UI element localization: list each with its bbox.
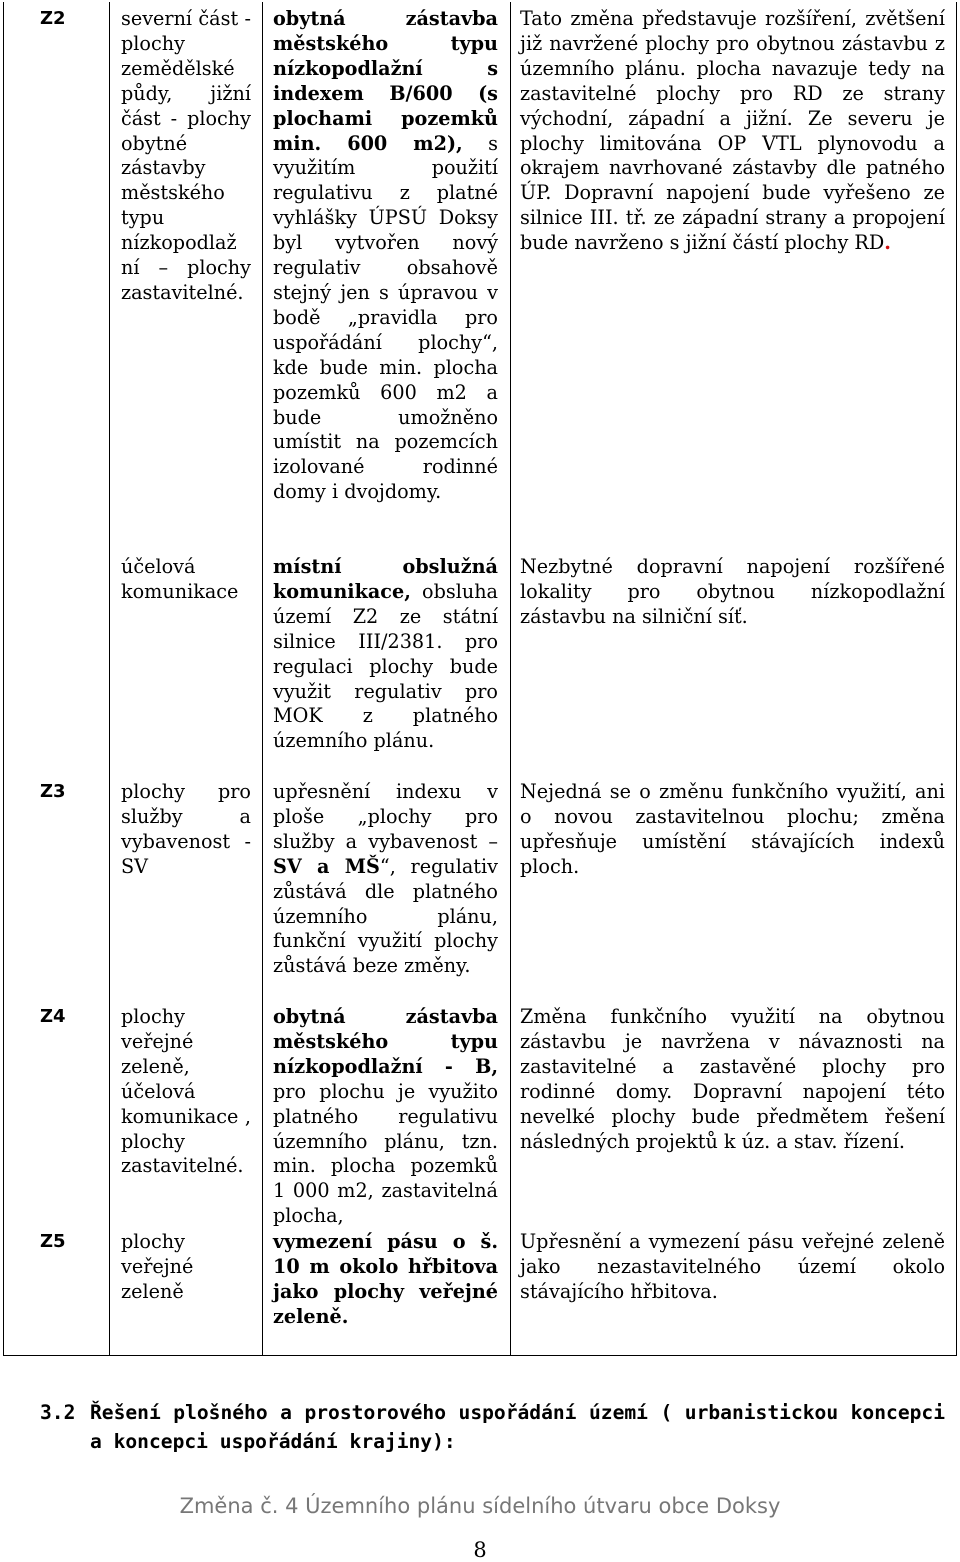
oduvodneni-text: Změna funkčního využití na obytnou zástavbu je navržena v návaznosti na zastavitelné a zastavěné plochy pro rodinné domy. Dopravní napojení této nevelké plochy bude předmětem řešení následných projektů k úz. a stav. řízení. [520,1005,945,1153]
oduvodneni-text: Tato změna představuje rozšíření, zvětšení již navržené plochy pro obytnou zástavbu z územního plánu. plocha navazuje tedy na zastavitelné plochy pro RD ze strany východní, západní a jižní. Ze severu je plochy limitována OP VTL plynovodu a okrajem navrhované zástavby dle patného ÚP. Dopravní napojení bude vyřešeno ze silnice III. tř. ze západní strany a propojení bude navrženo s jižní částí plochy RD [520,7,945,255]
red-mark: . [884,231,891,255]
regulativ-text: “, regulativ zůstává dle platného územního plánu, funkční využití plochy zůstává beze změny. [273,854,498,978]
row-id: Z4 [40,1006,66,1027]
section-title: Řešení plošného a prostorového uspořádání území ( urbanistickou koncepci a koncepci uspořádání krajiny): [90,1401,945,1453]
row-id: Z2 [40,8,66,29]
column-divider [510,2,511,1356]
regulativ-bold: místní obslužná komunikace, [273,555,498,603]
regulativ-text: pro plochu je využito platného regulativu územního plánu, tzn. min. plocha pozemků 1 000 m2, zastavitelná plocha, [273,1079,498,1228]
oduvodneni-cell [520,7,945,256]
section-number: 3.2 [40,1401,76,1424]
table-border-right [956,2,957,1356]
regulativ-text-pre: upřesnění indexu v ploše „plochy pro služby a vybavenost – [273,780,498,853]
row-id: Z5 [40,1231,66,1252]
table-border-left [3,2,4,1356]
oduvodneni-text: Nezbytné dopravní napojení rozšířené lokality pro obytnou nízkopodlažní zástavbu na silniční síť. [520,555,945,628]
plocha-description: účelová komunikace [121,555,239,603]
regulativ-cell [273,555,498,754]
regulativ-cell [273,7,498,505]
regulativ-text: s využitím použití regulativu z platné vyhlášky ÚPSÚ Doksy byl vytvořen nový regulativ obsahově stejný jen s úpravou v bodě „pravidla pro uspořádání plochy“, kde bude min. plocha pozemků 600 m2 a bude umožněno umístit na pozemcích izolované rodinné domy i dvojdomy. [273,131,498,504]
oduvodneni-text: Nejedná se o změnu funkčního využití, ani o novou zastavitelnou plochu; změna upřesňuje umístění stávajících indexů ploch. [520,780,945,878]
column-divider [262,2,263,1356]
regulativ-text: obsluha území Z2 ze státní silnice III/2381. pro regulaci plochy bude využit regulativ pro MOK z platného územního plánu. [273,579,498,753]
plocha-description: plochy veřejné zeleně [121,1230,194,1303]
page-number: 8 [473,1538,487,1562]
row-id: Z3 [40,781,66,802]
regulativ-cell [273,780,498,979]
plocha-description: plochy veřejné zeleně, účelová komunikace , plochy zastavitelné. [121,1005,251,1178]
page-footer: Změna č. 4 Územního plánu sídelního útvaru obce Doksy [179,1494,781,1518]
plocha-description: plochy pro služby a vybavenost - SV [121,780,251,878]
table-border-bottom [3,1355,957,1356]
regulativ-bold: SV a MŠ [273,854,380,878]
regulativ-bold: vymezení pásu o š. 10 m okolo hřbitova jako plochy veřejné zeleně. [273,1230,498,1328]
regulativ-cell [273,1005,498,1229]
column-divider [109,2,110,1356]
regulativ-bold: obytná zástavba městského typu nízkopodlažní s indexem B/600 (s plochami pozemků min. 600 m2), [273,7,498,155]
zmeny-table [3,2,957,1356]
plocha-description: severní část - plochy zemědělské půdy, jižní část - plochy obytné zástavby městského typu nízkopodlaž ní – plochy zastavitelné. [121,7,251,304]
oduvodneni-text: Upřesnění a vymezení pásu veřejné zeleně jako nezastavitelného území okolo stávajícího hřbitova. [520,1230,945,1303]
regulativ-bold: obytná zástavba městského typu nízkopodlažní - B, [273,1005,498,1078]
